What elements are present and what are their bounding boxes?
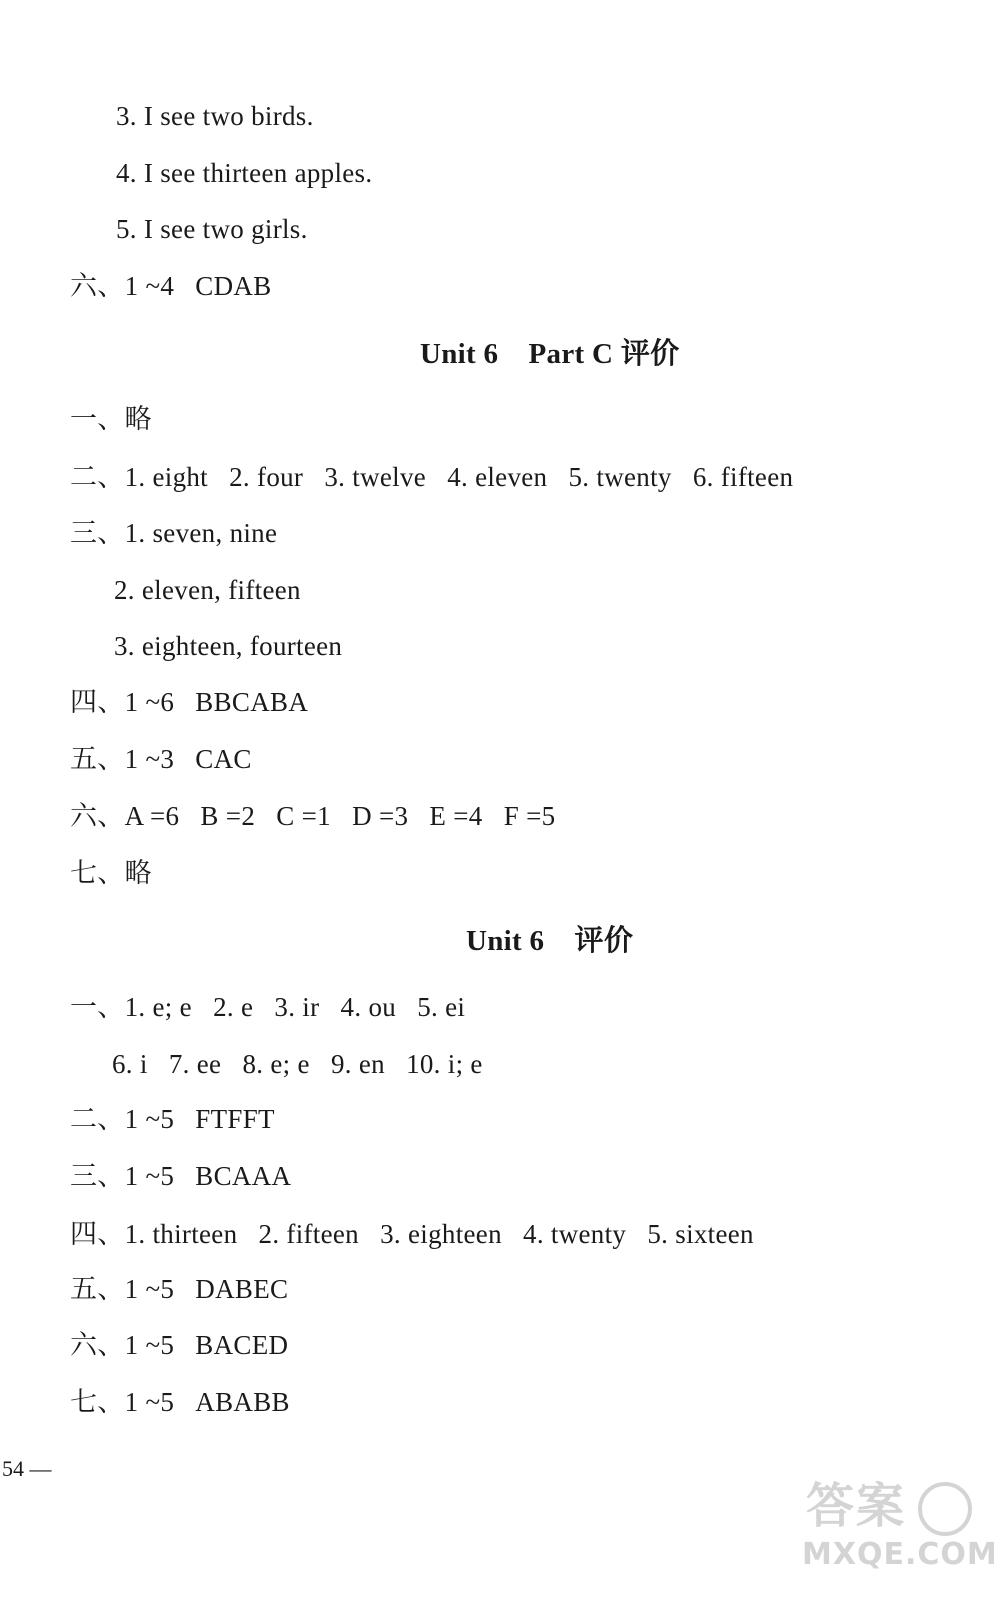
section-heading-part-c: Unit 6 Part C 评价 xyxy=(420,338,680,370)
answer-line: 四、1. thirteen 2. fifteen 3. eighteen 4. twenty 5. sixteen xyxy=(70,1219,754,1249)
answer-line: 七、1 ~5 ABABB xyxy=(70,1387,290,1417)
answer-line: 七、略 xyxy=(70,858,152,888)
answer-line: 二、1. eight 2. four 3. twelve 4. eleven 5. twenty 6. fifteen xyxy=(70,462,794,492)
answer-line: 六、A =6 B =2 C =1 D =3 E =4 F =5 xyxy=(70,801,556,831)
answer-line: 六、1 ~5 BACED xyxy=(70,1330,289,1360)
section-heading-unit-eval: Unit 6 评价 xyxy=(466,925,634,957)
answer-line: 3. I see two birds. xyxy=(116,101,314,131)
answer-line: 三、1 ~5 BCAAA xyxy=(70,1161,292,1191)
answer-line: 三、1. seven, nine xyxy=(70,518,278,548)
answer-line: 2. eleven, fifteen xyxy=(114,575,301,605)
answer-line: 4. I see thirteen apples. xyxy=(116,158,373,188)
answer-line: 六、1 ~4 CDAB xyxy=(70,271,272,301)
watermark-circle-icon xyxy=(918,1482,972,1536)
answer-line: 五、1 ~5 DABEC xyxy=(70,1274,289,1304)
answer-line: 3. eighteen, fourteen xyxy=(114,631,343,661)
watermark-bottom-text: MXQE.COM xyxy=(802,1537,998,1572)
page-number: 54 — xyxy=(2,1456,52,1481)
watermark-top-text: 答案 xyxy=(806,1478,907,1534)
answer-line: 6. i 7. ee 8. e; e 9. en 10. i; e xyxy=(112,1049,483,1079)
answer-line: 五、1 ~3 CAC xyxy=(70,744,252,774)
answer-line: 一、1. e; e 2. e 3. ir 4. ou 5. ei xyxy=(70,992,466,1022)
answer-line: 四、1 ~6 BBCABA xyxy=(70,687,309,717)
answer-line: 二、1 ~5 FTFFT xyxy=(70,1104,275,1134)
answer-line: 一、略 xyxy=(70,404,152,434)
watermark-logo xyxy=(800,1478,998,1588)
answer-line: 5. I see two girls. xyxy=(116,214,308,244)
